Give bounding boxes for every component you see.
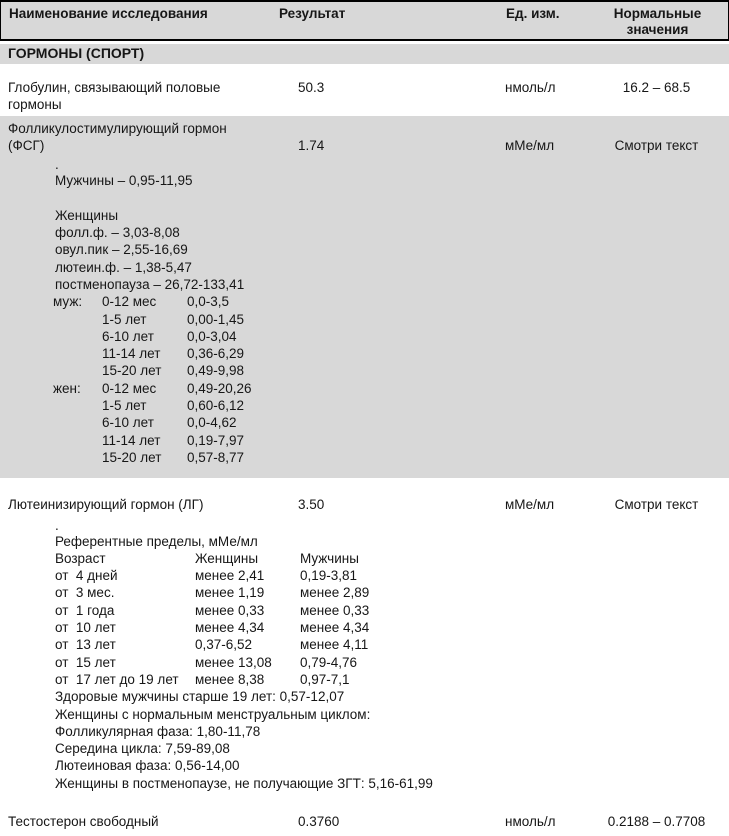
age-ref-age: 6-10 лет: [102, 328, 154, 344]
age-ref-age: 11-14 лет: [102, 432, 161, 448]
fsh-age-reference-table: [53, 293, 729, 466]
age-ref-range: 0,0-3,5: [187, 294, 230, 310]
age-ref-age: 1-5 лет: [102, 311, 147, 327]
test-units: мМе/мл: [505, 137, 555, 153]
header-col-normal-line2: значения: [626, 22, 689, 38]
ref-men: менее 4,34: [300, 620, 370, 636]
lh-ref-title: Референтные пределы, мМе/мл: [55, 533, 258, 549]
fsh-reference-details: [0, 158, 729, 466]
fsh-women-range-ovul: овул.пик – 2,55-16,69: [55, 242, 188, 258]
table-header-row: [0, 0, 729, 41]
test-name-line2: (ФСГ): [8, 137, 45, 153]
ref-men: менее 2,89: [300, 585, 370, 601]
test-normal-range: 0.2188 – 0.7708: [607, 813, 706, 829]
ref-col-men: Мужчины: [300, 550, 359, 566]
age-ref-sex: жен:: [53, 380, 81, 396]
lh-note-luteal: Лютеиновая фаза: 0,56-14,00: [55, 758, 240, 774]
age-ref-age: 0-12 мес: [102, 380, 157, 396]
age-ref-age: 6-10 лет: [102, 415, 154, 431]
row-lh: [0, 496, 729, 513]
age-ref-range: 0,19-7,97: [187, 432, 245, 448]
age-ref-range: 0,0-3,04: [187, 328, 237, 344]
section-header-hormones-sport: ГОРМОНЫ (СПОРТ): [0, 44, 729, 64]
lh-reference-table: [55, 550, 729, 688]
fsh-men-range: Мужчины – 0,95-11,95: [55, 173, 193, 189]
ref-age: от 10 лет: [55, 620, 116, 636]
dot-marker: .: [55, 157, 59, 173]
age-ref-range: 0,49-20,26: [187, 380, 252, 396]
age-ref-age: 11-14 лет: [102, 346, 161, 362]
ref-women: менее 0,33: [195, 602, 265, 618]
ref-men: 0,79-4,76: [300, 654, 358, 670]
age-ref-sex: [53, 328, 102, 345]
ref-men: менее 0,33: [300, 602, 370, 618]
dot-marker: .: [55, 517, 59, 533]
test-name-line2: гормоны: [8, 97, 62, 113]
ref-col-women: Женщины: [195, 550, 259, 566]
lh-note-women-cycle: Женщины с нормальным менструальным циклом:: [55, 706, 371, 722]
age-ref-age: 15-20 лет: [102, 363, 162, 379]
ref-age: от 17 лет до 19 лет: [55, 671, 179, 687]
ref-men: 0,97-7,1: [300, 671, 350, 687]
ref-age: от 1 года: [55, 602, 115, 618]
ref-women: менее 4,34: [195, 620, 265, 636]
age-ref-age: 15-20 лет: [102, 449, 162, 465]
test-units: нмоль/л: [505, 813, 556, 829]
test-name-line1: Глобулин, связывающий половые: [8, 80, 221, 95]
test-name: Лютеинизирующий гормон (ЛГ): [8, 497, 204, 513]
lh-reference-details: [0, 519, 729, 792]
lh-note-healthy-men: Здоровые мужчины старше 19 лет: 0,57-12,07: [55, 689, 345, 705]
row-fsh: [0, 120, 729, 155]
test-name-line1: Фолликулостимулирующий гормон: [8, 120, 227, 136]
header-col-result: Результат: [279, 6, 346, 21]
age-ref-age: 1-5 лет: [102, 398, 147, 414]
age-ref-range: 0,49-9,98: [187, 363, 245, 379]
age-ref-sex: [53, 345, 102, 362]
age-ref-sex: [53, 449, 102, 466]
ref-col-age: Возраст: [55, 550, 106, 566]
row-shbg: [0, 79, 729, 114]
age-ref-sex: [53, 362, 102, 379]
age-ref-sex: [53, 397, 102, 414]
test-normal-range: Смотри текст: [614, 137, 699, 153]
test-units: нмоль/л: [505, 80, 556, 95]
test-normal-range: 16.2 – 68.5: [622, 80, 691, 95]
test-name: [0, 79, 298, 114]
lh-note-follicular: Фолликулярная фаза: 1,80-11,78: [55, 723, 261, 739]
ref-age: от 4 дней: [55, 568, 118, 584]
row-free-testosterone: [0, 813, 729, 830]
ref-women: 0,37-6,52: [195, 637, 253, 653]
ref-women: менее 13,08: [195, 654, 272, 670]
blank-line: [0, 189, 729, 206]
ref-men: 0,19-3,81: [300, 568, 358, 584]
age-ref-sex: [53, 432, 102, 449]
header-col-normal: [593, 6, 722, 39]
age-ref-range: 0,57-8,77: [187, 449, 245, 465]
test-normal-range: Смотри текст: [614, 497, 699, 513]
ref-men: менее 4,11: [300, 637, 369, 653]
lh-note-midcycle: Середина цикла: 7,59-89,08: [55, 741, 230, 757]
test-result: 1.74: [298, 137, 325, 153]
test-name: Тестостерон свободный: [8, 813, 159, 829]
fsh-women-label: Женщины: [55, 207, 119, 223]
age-ref-sex: муж:: [53, 294, 83, 310]
ref-age: от 3 мес.: [55, 585, 115, 601]
age-ref-range: 0,00-1,45: [187, 311, 245, 327]
header-col-normal-line1: Нормальные: [613, 6, 702, 21]
age-ref-range: 0,0-4,62: [187, 415, 237, 431]
age-ref-sex: [53, 311, 102, 328]
test-result: 0.3760: [298, 813, 340, 829]
age-ref-sex: [53, 414, 102, 431]
age-ref-range: 0,36-6,29: [187, 346, 245, 362]
row-lh-block: [0, 496, 729, 792]
ref-women: менее 2,41: [195, 568, 265, 584]
lh-note-postmenopause: Женщины в постменопаузе, не получающие ЗГТ: 5,16-61,99: [55, 775, 433, 791]
age-ref-age: 0-12 мес: [102, 294, 157, 310]
fsh-women-range-postmen: постменопауза – 26,72-133,41: [55, 276, 245, 292]
header-col-name: Наименование исследования: [9, 6, 208, 21]
ref-age: от 13 лет: [55, 637, 116, 653]
test-result: 50.3: [298, 80, 325, 95]
fsh-women-range-lutein: лютеин.ф. – 1,38-5,47: [55, 259, 192, 275]
ref-age: от 15 лет: [55, 654, 116, 670]
test-name: [0, 120, 298, 155]
test-units: мМе/мл: [505, 497, 555, 513]
header-col-units: Ед. изм.: [506, 6, 560, 21]
fsh-women-range-foll: фолл.ф. – 3,03-8,08: [55, 225, 180, 241]
row-fsh-block: [0, 116, 729, 479]
ref-women: менее 8,38: [195, 671, 265, 687]
test-result: 3.50: [298, 497, 325, 513]
ref-women: менее 1,19: [195, 585, 265, 601]
age-ref-range: 0,60-6,12: [187, 398, 245, 414]
